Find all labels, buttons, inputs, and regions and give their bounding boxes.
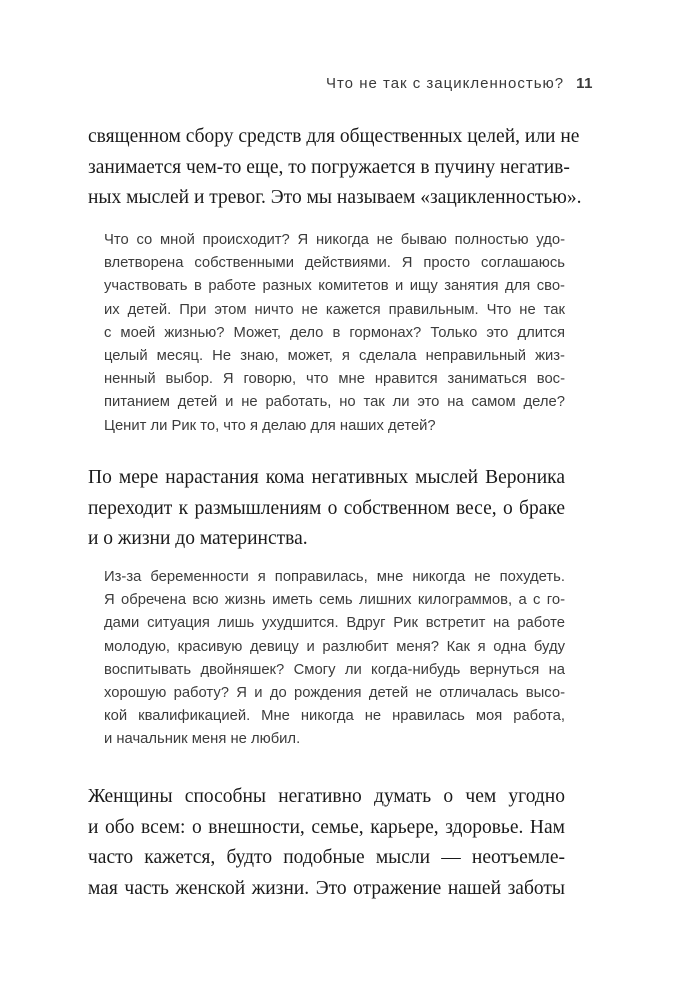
quote-block-1 (104, 229, 565, 438)
quote-block-2 (104, 566, 565, 752)
body-paragraph-1 (88, 122, 582, 214)
body-paragraph-3 (88, 782, 565, 904)
quote-line: дами ситуация лишь ухудшится. Вдруг Рик встретит на работе (104, 615, 565, 632)
quote-line: хорошую работу? Я и до рождения детей не отличалась высо- (104, 685, 565, 702)
body-paragraph-2 (88, 463, 565, 555)
text-line: священном сбору средств для общественных целей, или не (88, 126, 580, 147)
quote-line: Ценит ли Рик то, что я делаю для наших детей? (104, 417, 436, 434)
text-line: переходит к размышлениям о собственном весе, о браке (88, 497, 565, 519)
running-head (326, 75, 593, 92)
quote-line: Я обречена всю жизнь иметь семь лишних килограммов, а с го- (104, 592, 565, 609)
quote-line: воспитывать двойняшек? Смогу ли когда-нибудь вернуться на (104, 661, 565, 678)
page-number: 11 (576, 75, 593, 92)
quote-line: ненный выбор. Я говорю, что мне нравится заниматься вос- (104, 371, 565, 388)
quote-line: участвовать в работе разных комитетов и ищу занятия для сво- (104, 278, 565, 295)
text-line: занимается чем-то еще, то погружается в пучину негатив- (88, 156, 570, 178)
quote-line: питанием детей и не работать, но так ли это на самом деле? (104, 394, 565, 411)
text-line: Женщины способны негативно думать о чем угодно (88, 786, 565, 807)
quote-line: их детей. При этом ничто не кажется правильным. Что не так (104, 301, 565, 318)
quote-line: кой квалификацией. Мне никогда не нравилась моя работа, (104, 708, 565, 725)
quote-line: Что со мной происходит? Я никогда не бываю полностью удо- (104, 232, 565, 248)
quote-line: с моей жизнью? Может, дело в гормонах? Только это длится (104, 324, 565, 341)
text-line: ных мыслей и тревог. Это мы называем «зацикленностью». (88, 187, 582, 208)
quote-line: и начальник меня не любил. (104, 731, 301, 748)
quote-line: молодую, красивую девицу и разлюбит меня? Как я одна буду (104, 638, 565, 655)
quote-line: влетворена собственными действиями. Я просто соглашаюсь (104, 255, 565, 272)
text-line: мая часть женской жизни. Это отражение нашей заботы (88, 877, 565, 899)
text-line: часто кажется, будто подобные мысли — неотъемле- (88, 847, 565, 868)
quote-line: целый месяц. Не знаю, может, я сделала неправильный жиз- (104, 348, 565, 365)
text-line: и о жизни до материнства. (88, 528, 308, 549)
text-line: и обо всем: о внешности, семье, карьере, здоровье. Нам (88, 816, 565, 838)
text-line: По мере нарастания кома негативных мыслей Вероника (88, 467, 565, 488)
quote-line: Из-за беременности я поправилась, мне никогда не похудеть. (104, 569, 565, 585)
chapter-title: Что не так с зацикленностью? (325, 75, 565, 92)
